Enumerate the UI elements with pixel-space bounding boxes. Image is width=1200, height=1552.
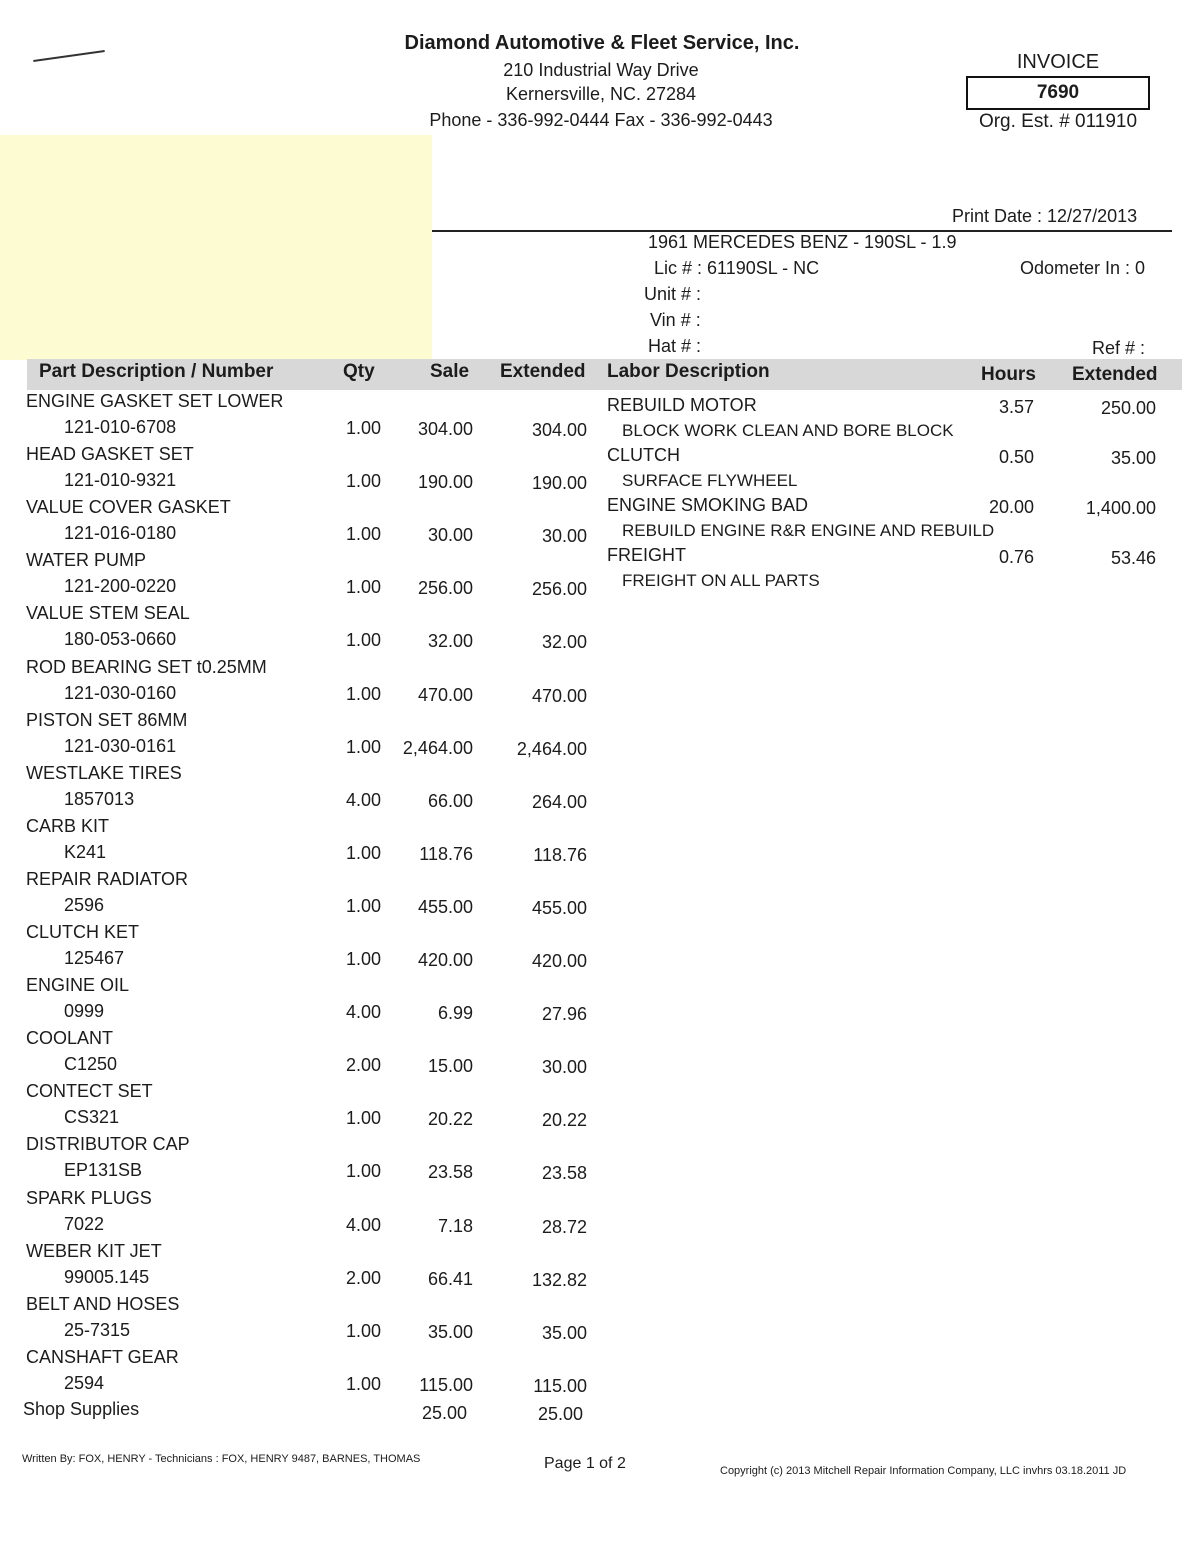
- part-sale: 66.41: [427, 1269, 473, 1289]
- part-sale: 470.00: [417, 685, 473, 705]
- part-qty: 1.00: [345, 418, 381, 438]
- part-number: CS321: [64, 1107, 120, 1127]
- part-sale: 66.00: [427, 791, 473, 811]
- labor-extended: 1,400.00: [1085, 498, 1156, 518]
- written-by: Written By: FOX, HENRY - Technicians : FOX, HENRY 9487, BARNES, THOMAS: [22, 1453, 421, 1465]
- labor-extended: 35.00: [1110, 448, 1156, 468]
- parts-header-description: Part Description / Number: [39, 361, 274, 382]
- part-qty: 4.00: [345, 1215, 381, 1235]
- labor-extended: 53.46: [1110, 548, 1156, 568]
- part-description: REPAIR RADIATOR: [26, 869, 189, 889]
- part-number: 2594: [64, 1373, 105, 1393]
- part-qty: 1.00: [345, 577, 381, 597]
- part-number: 121-010-9321: [64, 470, 177, 490]
- part-description: SPARK PLUGS: [26, 1188, 152, 1208]
- part-qty: 1.00: [345, 684, 381, 704]
- part-sale: 420.00: [417, 950, 473, 970]
- part-extended: 190.00: [531, 473, 587, 493]
- parts-header-qty: Qty: [343, 361, 375, 382]
- part-number: 25-7315: [64, 1320, 131, 1340]
- part-description: ENGINE OIL: [26, 975, 130, 995]
- part-sale: 23.58: [427, 1162, 473, 1182]
- part-description: WESTLAKE TIRES: [26, 763, 182, 783]
- part-number: 1857013: [64, 789, 135, 809]
- labor-header-hours: Hours: [981, 364, 1036, 385]
- parts-header-extended: Extended: [500, 361, 586, 382]
- part-qty: 1.00: [345, 949, 381, 969]
- part-description: COOLANT: [26, 1028, 114, 1048]
- part-description: VALUE COVER GASKET: [26, 497, 231, 517]
- part-qty: 1.00: [345, 1161, 381, 1181]
- part-extended: 35.00: [541, 1323, 587, 1343]
- part-number: 121-030-0160: [64, 683, 177, 703]
- part-qty: 1.00: [345, 630, 381, 650]
- part-sale: 118.76: [419, 844, 473, 864]
- part-qty: 2.00: [345, 1055, 381, 1075]
- part-extended: 420.00: [531, 951, 587, 971]
- part-sale: 304.00: [417, 419, 473, 439]
- labor-hours: 20.00: [988, 497, 1034, 517]
- part-description: WATER PUMP: [26, 550, 146, 570]
- part-qty: 1.00: [345, 1374, 381, 1394]
- part-sale: 15.00: [427, 1056, 473, 1076]
- company-name: Diamond Automotive & Fleet Service, Inc.: [404, 32, 800, 54]
- invoice-label: INVOICE: [1016, 51, 1100, 73]
- labor-detail: REBUILD ENGINE R&R ENGINE AND REBUILD: [622, 521, 995, 540]
- part-qty: 1.00: [345, 896, 381, 916]
- part-qty: 1.00: [345, 843, 381, 863]
- part-extended: 28.72: [541, 1217, 587, 1237]
- part-qty: 2.00: [345, 1268, 381, 1288]
- copyright: Copyright (c) 2013 Mitchell Repair Information Company, LLC invhrs 03.18.2011 JD: [720, 1465, 1127, 1477]
- shop-supplies-description: Shop Supplies: [23, 1399, 140, 1419]
- part-sale: 30.00: [427, 525, 473, 545]
- part-description: CARB KIT: [26, 816, 110, 836]
- labor-detail: BLOCK WORK CLEAN AND BORE BLOCK: [622, 421, 954, 440]
- company-phone-fax: Phone - 336-992-0444 Fax - 336-992-0443: [429, 110, 773, 130]
- part-number: 180-053-0660: [64, 629, 177, 649]
- labor-description: REBUILD MOTOR: [607, 395, 757, 415]
- part-number: 121-030-0161: [64, 736, 177, 756]
- part-description: DISTRIBUTOR CAP: [26, 1134, 190, 1154]
- part-qty: 1.00: [345, 471, 381, 491]
- part-sale: 32.00: [427, 631, 473, 651]
- labor-header-extended: Extended: [1072, 364, 1158, 385]
- company-address-line1: 210 Industrial Way Drive: [503, 60, 699, 80]
- part-extended: 23.58: [541, 1163, 587, 1183]
- part-sale: 7.18: [437, 1216, 473, 1236]
- reference-number: Ref # :: [1092, 338, 1146, 358]
- labor-hours: 0.76: [998, 547, 1034, 567]
- part-number: K241: [64, 842, 107, 862]
- part-extended: 264.00: [531, 792, 587, 812]
- part-extended: 256.00: [531, 579, 587, 599]
- labor-description: CLUTCH: [607, 445, 681, 465]
- part-extended: 20.22: [541, 1110, 587, 1130]
- vehicle-odometer: Odometer In : 0: [1020, 258, 1146, 278]
- part-description: ENGINE GASKET SET LOWER: [26, 391, 284, 411]
- part-extended: 455.00: [531, 898, 587, 918]
- vehicle-license: Lic # : 61190SL - NC: [654, 258, 820, 278]
- part-sale: 35.00: [427, 1322, 473, 1342]
- shop-supplies-extended: 25.00: [537, 1404, 583, 1424]
- part-qty: 1.00: [345, 524, 381, 544]
- part-description: CONTECT SET: [26, 1081, 153, 1101]
- part-sale: 190.00: [417, 472, 473, 492]
- parts-header-sale: Sale: [430, 361, 470, 382]
- part-qty: 4.00: [345, 790, 381, 810]
- part-qty: 1.00: [345, 1321, 381, 1341]
- labor-description: ENGINE SMOKING BAD: [607, 495, 809, 515]
- part-sale: 256.00: [417, 578, 473, 598]
- part-extended: 118.76: [533, 845, 587, 865]
- labor-header-description: Labor Description: [607, 361, 770, 382]
- part-qty: 1.00: [345, 1108, 381, 1128]
- labor-hours: 3.57: [998, 397, 1034, 417]
- part-extended: 304.00: [531, 420, 587, 440]
- part-extended: 132.82: [531, 1270, 587, 1290]
- part-extended: 470.00: [531, 686, 587, 706]
- part-description: VALUE STEM SEAL: [26, 603, 190, 623]
- part-sale: 20.22: [427, 1109, 473, 1129]
- part-number: EP131SB: [64, 1160, 143, 1180]
- part-description: CANSHAFT GEAR: [26, 1347, 179, 1367]
- part-extended: 32.00: [541, 632, 587, 652]
- vehicle-vin: Vin # :: [650, 310, 701, 330]
- part-extended: 30.00: [541, 1057, 587, 1077]
- company-address-line2: Kernersville, NC. 27284: [505, 84, 697, 104]
- part-description: BELT AND HOSES: [26, 1294, 180, 1314]
- invoice-number: 7690: [966, 76, 1150, 110]
- part-extended: 115.00: [533, 1376, 587, 1396]
- part-description: ROD BEARING SET t0.25MM: [26, 657, 267, 677]
- part-description: HEAD GASKET SET: [26, 444, 194, 464]
- part-number: 0999: [64, 1001, 105, 1021]
- part-number: C1250: [64, 1054, 118, 1074]
- part-sale: 6.99: [437, 1003, 473, 1023]
- part-qty: 1.00: [345, 737, 381, 757]
- vehicle-description: 1961 MERCEDES BENZ - 190SL - 1.9: [648, 232, 957, 252]
- part-extended: 2,464.00: [516, 739, 587, 759]
- part-number: 2596: [64, 895, 105, 915]
- vehicle-unit: Unit # :: [644, 284, 702, 304]
- part-number: 121-010-6708: [64, 417, 177, 437]
- labor-description: FREIGHT: [607, 545, 686, 565]
- part-description: PISTON SET 86MM: [26, 710, 188, 730]
- part-number: 121-016-0180: [64, 523, 177, 543]
- part-description: WEBER KIT JET: [26, 1241, 162, 1261]
- part-sale: 115.00: [419, 1375, 473, 1395]
- part-extended: 27.96: [541, 1004, 587, 1024]
- part-number: 99005.145: [64, 1267, 150, 1287]
- labor-detail: SURFACE FLYWHEEL: [622, 471, 798, 490]
- part-qty: 4.00: [345, 1002, 381, 1022]
- vehicle-hat: Hat # :: [648, 336, 702, 356]
- part-number: 125467: [64, 948, 125, 968]
- part-number: 121-200-0220: [64, 576, 177, 596]
- part-extended: 30.00: [541, 526, 587, 546]
- labor-detail: FREIGHT ON ALL PARTS: [622, 571, 820, 590]
- page-number: Page 1 of 2: [544, 1455, 626, 1472]
- print-date: Print Date : 12/27/2013: [952, 206, 1138, 226]
- sticky-note-redaction: [0, 135, 432, 360]
- part-number: 7022: [64, 1214, 105, 1234]
- part-description: CLUTCH KET: [26, 922, 140, 942]
- shop-supplies-sale: 25.00: [421, 1403, 467, 1423]
- labor-extended: 250.00: [1100, 398, 1156, 418]
- org-estimate-number: Org. Est. # 011910: [978, 111, 1138, 132]
- labor-hours: 0.50: [998, 447, 1034, 467]
- part-sale: 2,464.00: [402, 738, 473, 758]
- part-sale: 455.00: [417, 897, 473, 917]
